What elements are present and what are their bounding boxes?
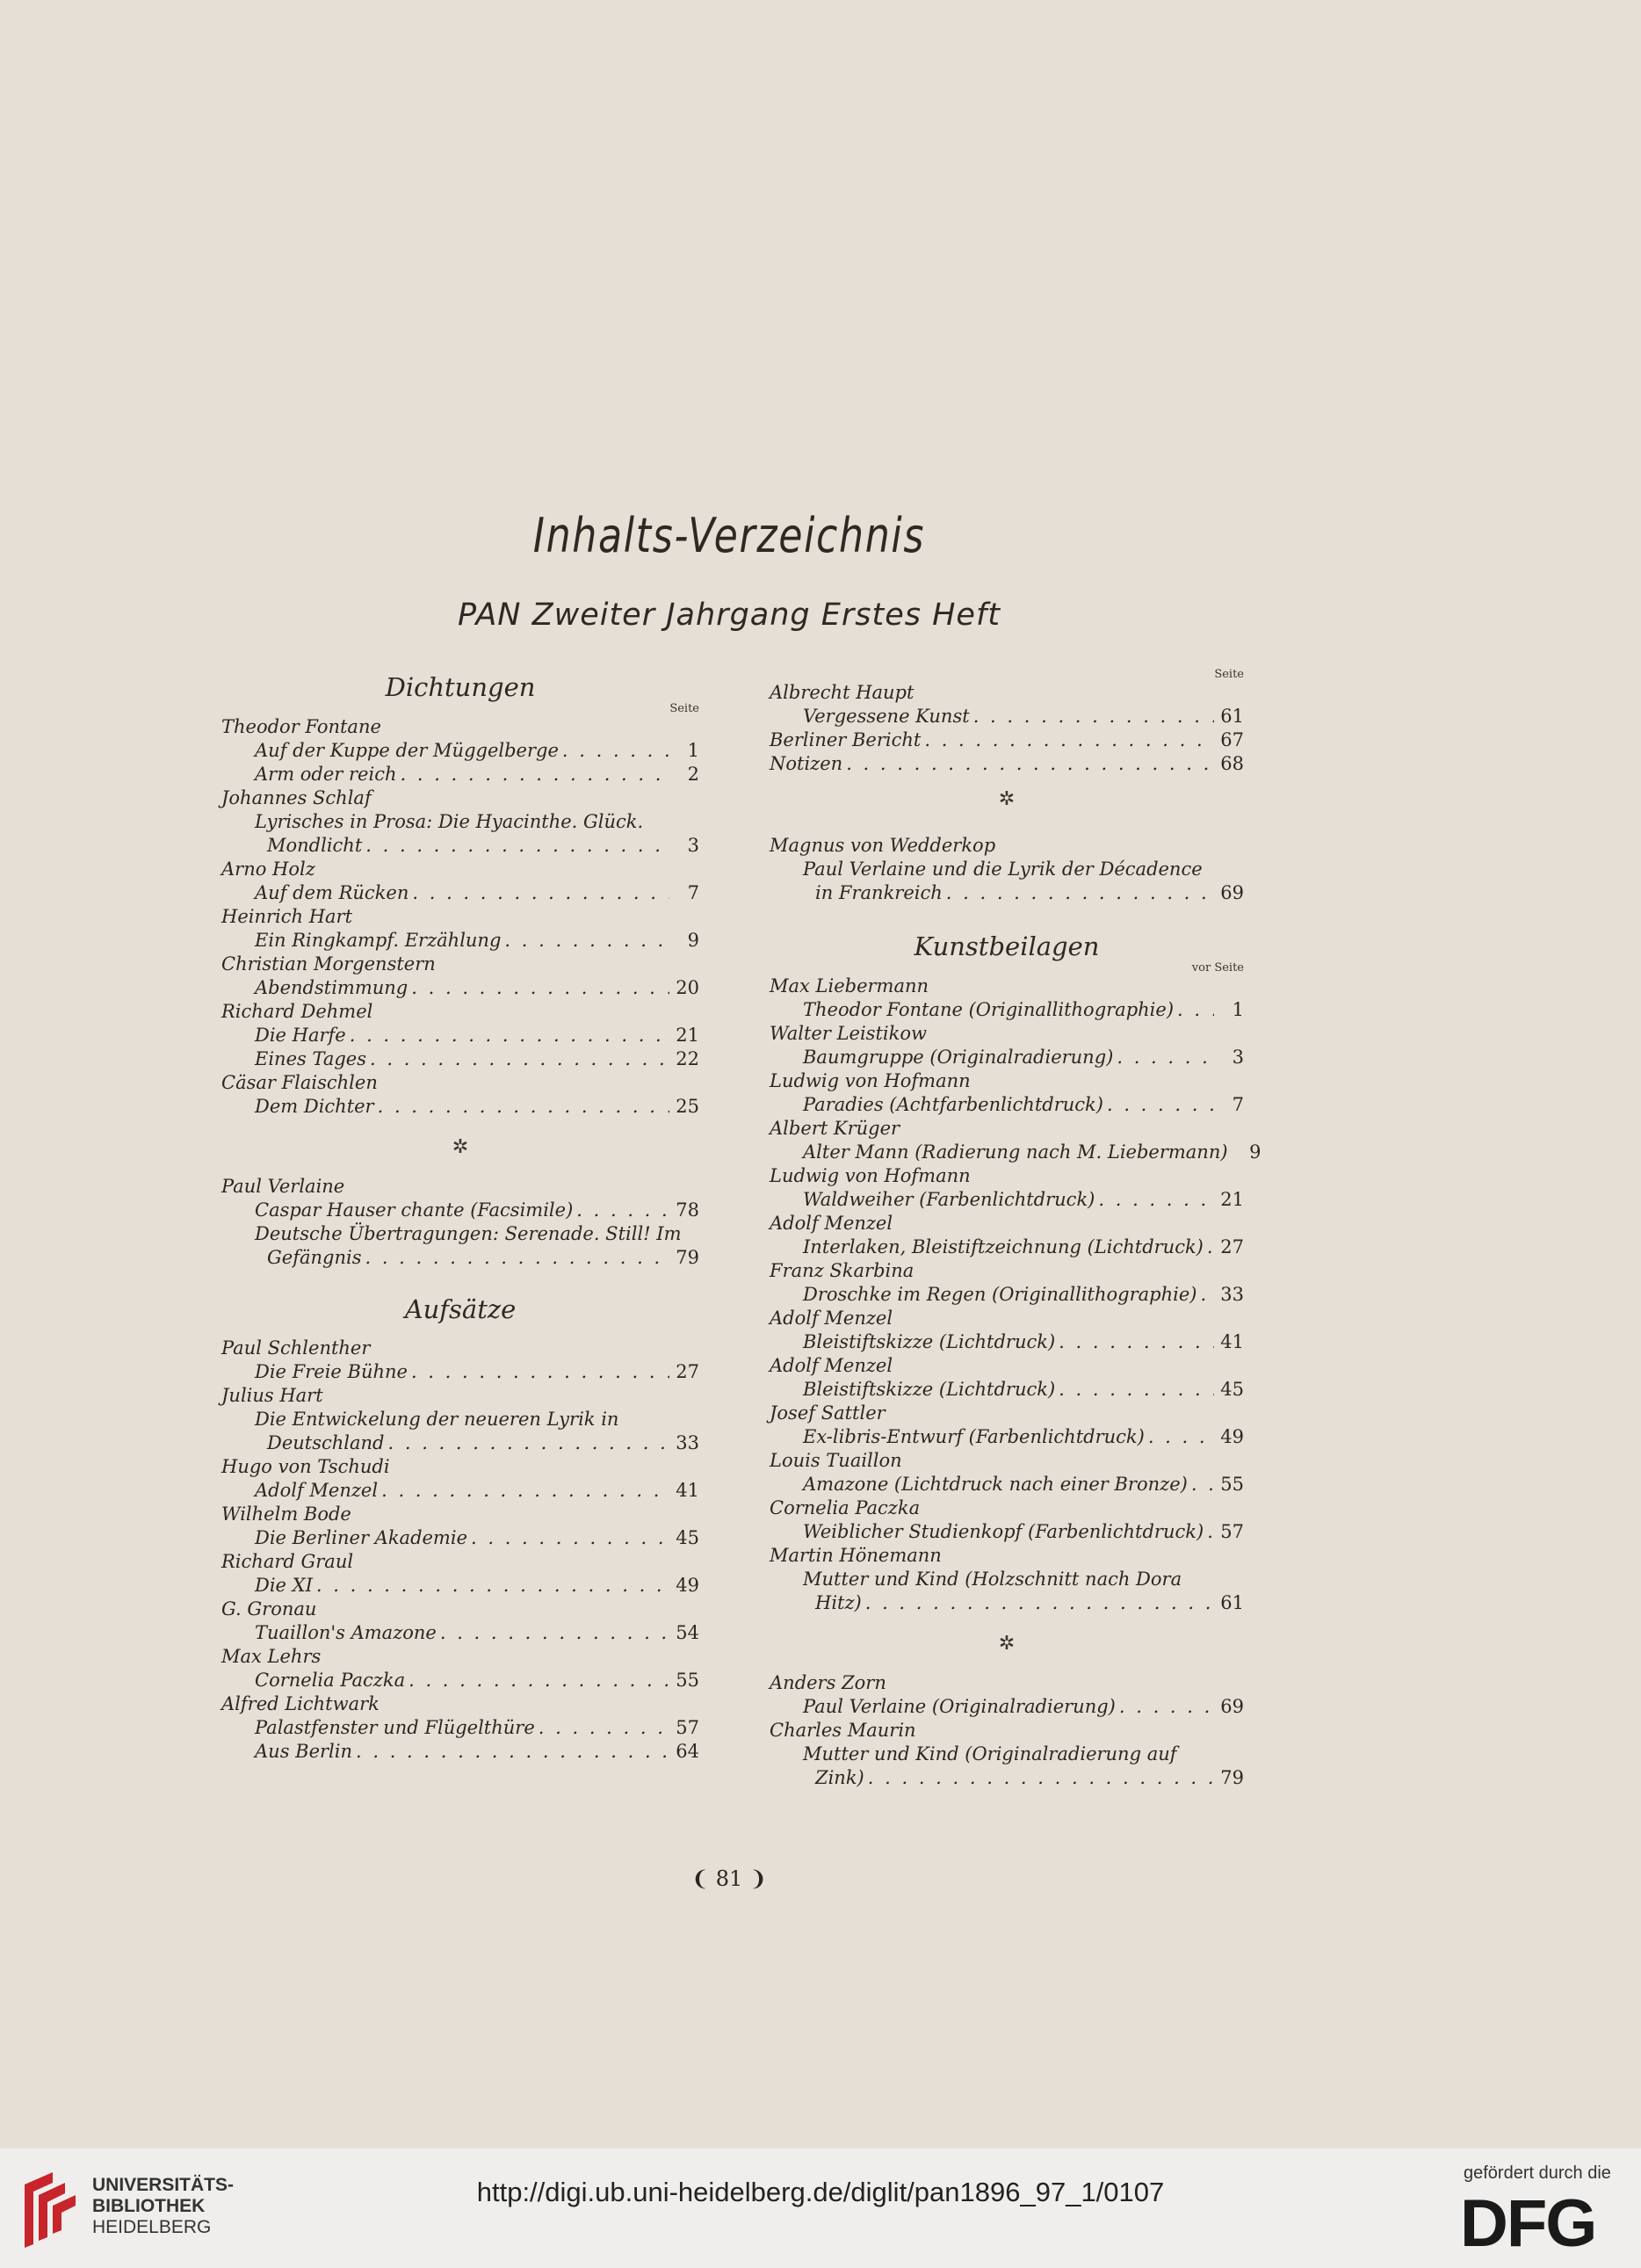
toc-entry: Adolf Menzel . . . 41: [221, 1479, 699, 1503]
library-name: UNIVERSITÄTS- BIBLIOTHEK HEIDELBERG: [92, 2175, 235, 2237]
toc-entry: Palastfenster und Flügelthüre . . . 57: [221, 1716, 699, 1740]
author: Adolf Menzel: [770, 1213, 893, 1234]
page-subtitle: PAN Zweiter Jahrgang Erstes Heft: [457, 598, 1001, 633]
section-heading-kunstbeilagen: Kunstbeilagen: [914, 931, 1100, 961]
author: Louis Tuaillon: [770, 1450, 902, 1471]
ornament-icon: ✲: [998, 788, 1016, 810]
seite-label: Seite: [669, 702, 699, 715]
toc-entry: Theodor Fontane (Originallithographie) . . . 1: [770, 998, 1244, 1022]
author: Wilhelm Bode: [221, 1504, 351, 1525]
left-column: [221, 672, 699, 1764]
toc-entry-line: Paul Verlaine und die Lyrik der Décadence: [803, 859, 1203, 880]
toc-entry: Amazone (Lichtdruck nach einer Bronze) . . . 55: [770, 1473, 1244, 1496]
author: Max Lehrs: [221, 1646, 322, 1667]
funding-label: gefördert durch die: [1464, 2163, 1611, 2183]
author: Adolf Menzel: [770, 1308, 893, 1329]
section-heading-aufsaetze: Aufsätze: [404, 1294, 517, 1324]
toc-entry: Vergessene Kunst . . . 61: [770, 705, 1244, 728]
library-footer-bar: [0, 2148, 1641, 2268]
toc-entry-line: Deutsche Übertragungen: Serenade. Still! Im: [255, 1223, 682, 1244]
toc-entry: Tuaillon's Amazone . . . 54: [221, 1621, 699, 1645]
toc-entry: Caspar Hauser chante (Facsimile) . . . 78: [221, 1199, 699, 1222]
toc-entry: Die Freie Bühne . . . 27: [221, 1360, 699, 1384]
toc-entry: Baumgruppe (Originalradierung) . . . 3: [770, 1046, 1244, 1069]
toc-entry: Zink) . . . 79: [770, 1766, 1244, 1790]
toc-entry: Droschke im Regen (Originallithographie) . . . 33: [770, 1283, 1244, 1307]
toc-entry: Die Berliner Akademie . . . 45: [221, 1526, 699, 1550]
source-url-link[interactable]: http://digi.ub.uni-heidelberg.de/diglit/pan1896_97_1/0107: [476, 2177, 1165, 2207]
page-title: Inhalts-Verzeichnis: [532, 508, 926, 563]
toc-entry: Interlaken, Bleistiftzeichnung (Lichtdruck) . . . 27: [770, 1235, 1244, 1259]
toc-entry: Mondlicht . . . 3: [221, 834, 699, 858]
toc-entry: Cornelia Paczka . . . 55: [221, 1669, 699, 1692]
toc-entry: Ein Ringkampf. Erzählung . . . 9: [221, 929, 699, 953]
toc-entry: Arm oder reich . . . 2: [221, 763, 699, 786]
toc-entry-line: Mutter und Kind (Originalradierung auf: [803, 1743, 1177, 1764]
toc-entry: Abendstimmung . . . 20: [221, 976, 699, 1000]
toc-entry-line: Lyrisches in Prosa: Die Hyacinthe. Glück.: [255, 811, 644, 832]
author: Arno Holz: [221, 859, 315, 880]
toc-entry: Waldweiher (Farbenlichtdruck) . . . 21: [770, 1188, 1244, 1212]
author: Cornelia Paczka: [770, 1497, 921, 1518]
author: Heinrich Hart: [221, 906, 353, 927]
toc-entry: Auf dem Rücken . . . 7: [221, 881, 699, 905]
page-number: ❨ 81 ❩: [690, 1866, 767, 1891]
toc-entry: Bleistiftskizze (Lichtdruck) . . . 41: [770, 1330, 1244, 1354]
toc-entry: Paradies (Achtfarbenlichtdruck) . . . 7: [770, 1093, 1244, 1117]
toc-entry-line: Die Entwickelung der neueren Lyrik in: [255, 1409, 619, 1430]
vor-seite-label: vor Seite: [1191, 961, 1244, 975]
author: Paul Verlaine: [221, 1176, 345, 1197]
author: Josef Sattler: [770, 1402, 886, 1424]
toc-entry: Hitz) . . . 61: [770, 1591, 1244, 1615]
author: Franz Skarbina: [770, 1260, 914, 1281]
author: Ludwig von Hofmann: [770, 1070, 971, 1091]
author: Theodor Fontane: [221, 716, 381, 737]
toc-entry-line: Mutter und Kind (Holzschnitt nach Dora: [803, 1569, 1182, 1590]
toc-entry: Paul Verlaine (Originalradierung) . . . 69: [770, 1695, 1244, 1719]
author: Walter Leistikow: [770, 1023, 927, 1044]
author: Charles Maurin: [770, 1720, 916, 1741]
author: Martin Hönemann: [770, 1545, 942, 1566]
toc-entry: Die Harfe . . . 21: [221, 1024, 699, 1047]
toc-entry: Alter Mann (Radierung nach M. Liebermann) 9: [803, 1141, 1261, 1163]
author: Alfred Lichtwark: [221, 1693, 380, 1714]
toc-entry: Eines Tages . . . 22: [221, 1047, 699, 1071]
right-column: [770, 668, 1261, 1790]
author: Max Liebermann: [770, 975, 929, 996]
toc-entry: Notizen . . . 68: [770, 752, 1244, 776]
author: Magnus von Wedderkop: [770, 835, 996, 856]
toc-entry: Dem Dichter . . . 25: [221, 1095, 699, 1119]
author: Julius Hart: [221, 1385, 323, 1406]
toc-entry: Die XI . . . 49: [221, 1574, 699, 1598]
author: G. Gronau: [221, 1598, 317, 1619]
author: Adolf Menzel: [770, 1355, 893, 1376]
toc-entry: Weiblicher Studienkopf (Farbenlichtdruck) . . . 57: [770, 1520, 1244, 1544]
seite-label: Seite: [1214, 668, 1244, 681]
section-heading-dichtungen: Dichtungen: [385, 672, 536, 702]
toc-entry: Ex-libris-Entwurf (Farbenlichtdruck) . . . 49: [770, 1425, 1244, 1449]
toc-entry: Berliner Bericht . . . 67: [770, 728, 1244, 752]
toc-entry: Bleistiftskizze (Lichtdruck) . . . 45: [770, 1378, 1244, 1402]
toc-entry: Deutschland . . . 33: [221, 1431, 699, 1455]
dfg-logo: DFG: [1460, 2186, 1596, 2261]
author: Richard Graul: [221, 1551, 354, 1572]
author: Anders Zorn: [770, 1672, 886, 1693]
author: Hugo von Tschudi: [221, 1456, 390, 1477]
author: Ludwig von Hofmann: [770, 1165, 971, 1186]
author: Christian Morgenstern: [221, 953, 436, 975]
ornament-icon: ✲: [452, 1136, 469, 1158]
author: Paul Schlenther: [221, 1337, 371, 1359]
toc-entry: Auf der Kuppe der Müggelberge . . . 1: [221, 739, 699, 763]
author: Albert Krüger: [770, 1118, 900, 1139]
toc-entry: Aus Berlin . . . 64: [221, 1740, 699, 1764]
ornament-icon: ✲: [998, 1633, 1016, 1655]
author: Johannes Schlaf: [221, 787, 372, 808]
toc-entry: in Frankreich . . . 69: [770, 881, 1244, 905]
toc-entry: Gefängnis . . . 79: [221, 1246, 699, 1270]
author: Richard Dehmel: [221, 1001, 373, 1022]
author: Cäsar Flaischlen: [221, 1072, 378, 1093]
author: Albrecht Haupt: [770, 682, 914, 703]
